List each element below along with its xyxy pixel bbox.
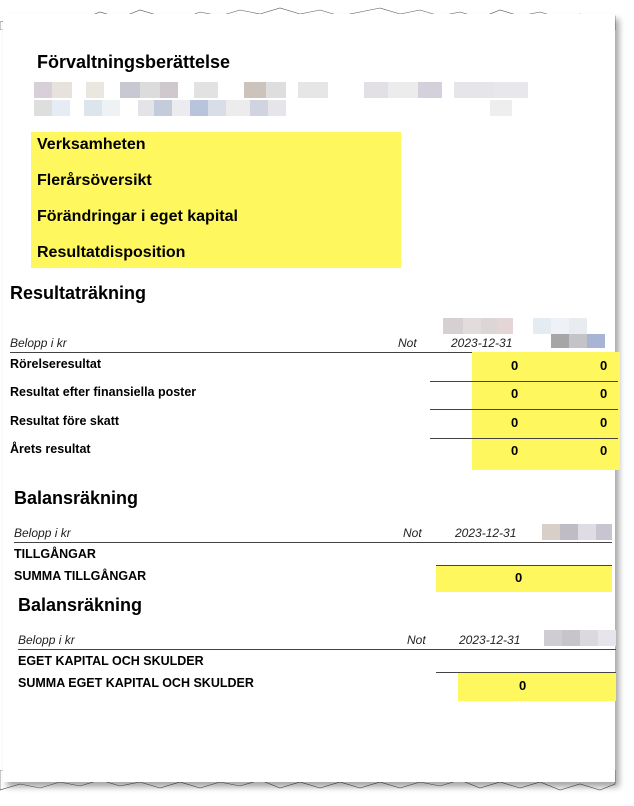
row-label-arets-resultat: Årets resultat [10,442,91,456]
liabilities-not-label: Not [407,633,426,647]
row-label-resultat-efter-finansiella-poster: Resultat efter finansiella poster [10,385,197,399]
redacted-company-block [443,318,523,334]
assets-sum-highlight [436,566,612,592]
liabilities-header-divider [18,649,616,650]
row-label-rorelseresultat: Rörelseresultat [10,357,102,371]
redacted-prev-year-block [544,630,616,646]
value-arets-resultat-previous: 0 [600,443,608,458]
row-divider [430,438,618,439]
balance-sheet-liabilities-heading: Balansräkning [18,595,143,615]
income-not-label: Not [398,336,417,350]
sum-label-eget-kapital-och-skulder: SUMMA EGET KAPITAL OCH SKULDER [18,676,254,690]
liabilities-amount-label: Belopp i kr [18,633,75,647]
income-amount-label: Belopp i kr [10,336,67,350]
row-divider [430,409,618,410]
assets-amount-label: Belopp i kr [14,526,71,540]
section-label-eget-kapital-och-skulder: EGET KAPITAL OCH SKULDER [18,654,204,668]
income-statement-heading: Resultaträkning [10,283,147,303]
value-arets-resultat-current: 0 [511,443,519,458]
nav-link-flerarsoversikt[interactable]: Flerårsöversikt [37,172,152,189]
value-resultat-fore-skatt-previous: 0 [600,415,608,430]
redacted-header-info [34,82,528,118]
balance-sheet-assets-heading: Balansräkning [14,488,139,508]
value-resultat-fore-skatt-current: 0 [511,415,519,430]
page-title: Förvaltningsberättelse [37,52,231,72]
nav-link-forandringar-eget-kapital[interactable]: Förändringar i eget kapital [37,208,238,225]
value-summa-tillgangar: 0 [515,570,523,585]
income-date-label: 2023-12-31 [451,336,513,350]
nav-link-resultatdisposition[interactable]: Resultatdisposition [37,244,186,261]
value-rorelseresultat-current: 0 [511,358,519,373]
assets-header-divider [14,542,612,543]
liabilities-date-label: 2023-12-31 [459,633,521,647]
section-label-tillgangar: TILLGÅNGAR [14,547,96,561]
sum-label-tillgangar: SUMMA TILLGÅNGAR [14,569,147,583]
assets-date-label: 2023-12-31 [455,526,517,540]
liabilities-sum-highlight [458,673,616,701]
redacted-prev-year-block [542,524,612,540]
section-links-box [31,132,401,268]
redacted-prev-year-block [533,318,605,350]
value-summa-eget-kapital-och-skulder: 0 [519,678,527,693]
value-resultat-efter-fin-previous: 0 [600,386,608,401]
value-resultat-efter-fin-current: 0 [511,386,519,401]
value-rorelseresultat-previous: 0 [600,358,608,373]
nav-link-verksamheten[interactable]: Verksamheten [37,136,146,153]
income-values-highlight [472,352,620,470]
row-divider [430,381,618,382]
assets-not-label: Not [403,526,422,540]
row-label-resultat-fore-skatt: Resultat före skatt [10,414,120,428]
